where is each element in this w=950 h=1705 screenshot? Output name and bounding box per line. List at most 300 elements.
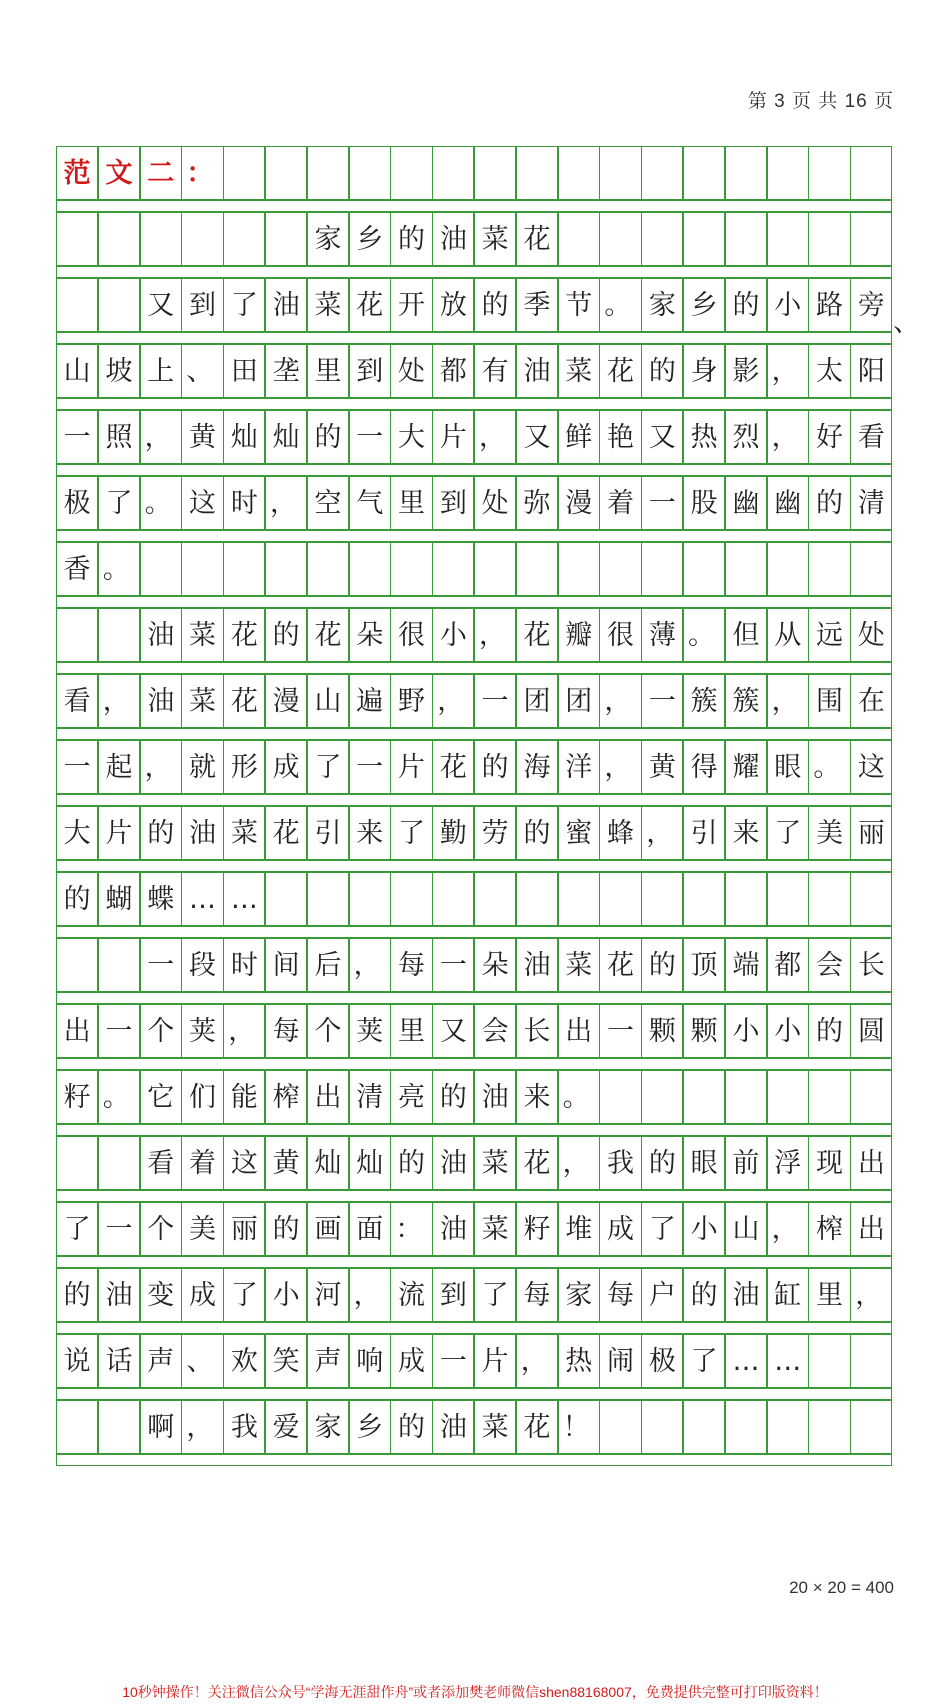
- grid-cell: ，: [140, 410, 182, 464]
- row-spacer: [56, 860, 892, 872]
- grid-cell: 又: [432, 1004, 474, 1058]
- grid-cell: 小: [725, 1004, 767, 1058]
- grid-cell: 这: [850, 740, 892, 794]
- grid-cell: [683, 1070, 725, 1124]
- grid-cell: 片: [98, 806, 140, 860]
- grid-cell: 山: [307, 674, 349, 728]
- grid-cell: 里: [307, 344, 349, 398]
- grid-cell: 的: [683, 1268, 725, 1322]
- grid-cell: 从: [767, 608, 809, 662]
- page-number: 第 3 页 共 16 页: [747, 91, 894, 112]
- grid-row: [56, 542, 892, 608]
- grid-cell: 一: [98, 1004, 140, 1058]
- grid-cell: [265, 212, 307, 266]
- grid-cell: [767, 1400, 809, 1454]
- grid-cell: …: [223, 872, 265, 926]
- grid-cell: ，: [767, 410, 809, 464]
- grid-cell: [516, 872, 558, 926]
- grid-cell: 大: [390, 410, 432, 464]
- grid-row: [56, 1268, 892, 1334]
- grid-row: [56, 806, 892, 872]
- grid-cell: 勤: [432, 806, 474, 860]
- grid-cell: 股: [683, 476, 725, 530]
- grid-row: [56, 938, 892, 1004]
- grid-cell: 声: [140, 1334, 182, 1388]
- grid-cell: 。: [599, 278, 641, 332]
- grid-cell: [140, 212, 182, 266]
- grid-cell: [850, 872, 892, 926]
- grid-cell: 的: [390, 1400, 432, 1454]
- grid-cell: [432, 872, 474, 926]
- grid-cell: [683, 542, 725, 596]
- grid-cell: 菜: [181, 674, 223, 728]
- grid-cell: 花: [516, 1136, 558, 1190]
- grid-cell: [349, 542, 391, 596]
- grid-cell: 一: [599, 1004, 641, 1058]
- grid-cell: [98, 1400, 140, 1454]
- grid-cell: [725, 212, 767, 266]
- grid-cell: [558, 542, 600, 596]
- row-spacer: [56, 1322, 892, 1334]
- grid-cell: 一: [432, 938, 474, 992]
- grid-cell: [850, 1334, 892, 1388]
- grid-cell: 花: [307, 608, 349, 662]
- grid-cell: ，: [767, 1202, 809, 1256]
- grid-cell: [725, 872, 767, 926]
- grid-cell: 籽: [516, 1202, 558, 1256]
- grid-cell: 的: [56, 872, 98, 926]
- grid-cell: [98, 608, 140, 662]
- grid-cell: 每: [516, 1268, 558, 1322]
- grid-cell: 一: [349, 740, 391, 794]
- grid-cell: 的: [641, 1136, 683, 1190]
- grid-cell: [307, 872, 349, 926]
- grid-cell: 看: [850, 410, 892, 464]
- grid-cell: [850, 212, 892, 266]
- grid-cell: 个: [140, 1004, 182, 1058]
- grid-row: [56, 674, 892, 740]
- grid-row: [56, 278, 892, 344]
- grid-cell: ：: [181, 146, 223, 200]
- grid-row: [56, 1136, 892, 1202]
- grid-cell: [641, 872, 683, 926]
- grid-cell: [349, 146, 391, 200]
- grid-cell: [98, 938, 140, 992]
- grid-cell: ，: [516, 1334, 558, 1388]
- grid-cell: 很: [599, 608, 641, 662]
- grid-cell: 蝴: [98, 872, 140, 926]
- grid-cell: [390, 872, 432, 926]
- row-spacer: [56, 398, 892, 410]
- grid-cell: 到: [432, 476, 474, 530]
- grid-cell: 小: [767, 1004, 809, 1058]
- grid-cell: 成: [390, 1334, 432, 1388]
- grid-row: [56, 1400, 892, 1466]
- grid-cell: [474, 146, 516, 200]
- grid-cell: [56, 608, 98, 662]
- row-spacer: [56, 200, 892, 212]
- grid-cell: [808, 1334, 850, 1388]
- grid-cell: 花: [516, 212, 558, 266]
- grid-cell: 美: [808, 806, 850, 860]
- grid-row: [56, 212, 892, 278]
- grid-cell: 烈: [725, 410, 767, 464]
- grid-cell: 都: [767, 938, 809, 992]
- grid-cell: 处: [390, 344, 432, 398]
- grid-cell: [850, 542, 892, 596]
- grid-cell: 圆: [850, 1004, 892, 1058]
- grid-cell: 我: [223, 1400, 265, 1454]
- grid-cell: 美: [181, 1202, 223, 1256]
- composition-grid: [56, 146, 892, 1558]
- grid-cell: 堆: [558, 1202, 600, 1256]
- grid-cell: [683, 146, 725, 200]
- grid-cell: [599, 542, 641, 596]
- grid-cell: 。: [98, 542, 140, 596]
- grid-cell: 好: [808, 410, 850, 464]
- grid-cell: 菜: [558, 344, 600, 398]
- grid-cell: 菜: [558, 938, 600, 992]
- grid-cell: 菜: [223, 806, 265, 860]
- grid-cell: 花: [516, 608, 558, 662]
- grid-cell: 香: [56, 542, 98, 596]
- grid-cell: [432, 146, 474, 200]
- grid-row: [56, 344, 892, 410]
- grid-cell: [265, 146, 307, 200]
- grid-cell: 油: [474, 1070, 516, 1124]
- grid-cell: 河: [307, 1268, 349, 1322]
- grid-cell: 说: [56, 1334, 98, 1388]
- grid-cell: 太: [808, 344, 850, 398]
- grid-cell: ，: [558, 1136, 600, 1190]
- grid-cell: 乡: [349, 1400, 391, 1454]
- row-spacer: [56, 596, 892, 608]
- grid-cell: 黄: [641, 740, 683, 794]
- grid-cell: ，: [474, 410, 516, 464]
- grid-cell: 荚: [181, 1004, 223, 1058]
- grid-cell: [641, 542, 683, 596]
- grid-cell: [850, 1400, 892, 1454]
- grid-cell: [140, 542, 182, 596]
- grid-cell: 一: [349, 410, 391, 464]
- grid-cell: 垄: [265, 344, 307, 398]
- grid-row: [56, 872, 892, 938]
- grid-cell: 段: [181, 938, 223, 992]
- grid-cell: 花: [349, 278, 391, 332]
- grid-cell: 在: [850, 674, 892, 728]
- grid-cell: 漫: [558, 476, 600, 530]
- grid-cell: [725, 542, 767, 596]
- grid-cell: 簇: [725, 674, 767, 728]
- grid-cell: [767, 146, 809, 200]
- grid-cell: 开: [390, 278, 432, 332]
- grid-cell: 的: [808, 1004, 850, 1058]
- grid-cell: 出: [56, 1004, 98, 1058]
- grid-cell: [808, 1070, 850, 1124]
- grid-cell: [850, 1070, 892, 1124]
- grid-cell: [56, 1136, 98, 1190]
- grid-cell: [516, 542, 558, 596]
- grid-cell: 影: [725, 344, 767, 398]
- grid-row: [56, 1334, 892, 1400]
- grid-cell: 瓣: [558, 608, 600, 662]
- grid-cell: 处: [850, 608, 892, 662]
- grid-cell: 出: [307, 1070, 349, 1124]
- grid-cell: [641, 146, 683, 200]
- grid-cell: 一: [140, 938, 182, 992]
- grid-cell: 团: [558, 674, 600, 728]
- grid-cell: 了: [474, 1268, 516, 1322]
- grid-cell: 的: [56, 1268, 98, 1322]
- grid-cell: 围: [808, 674, 850, 728]
- grid-cell: 艳: [599, 410, 641, 464]
- grid-cell: 菜: [474, 1136, 516, 1190]
- grid-cell: 现: [808, 1136, 850, 1190]
- grid-cell: [56, 1400, 98, 1454]
- grid-cell: 浮: [767, 1136, 809, 1190]
- grid-cell: 引: [683, 806, 725, 860]
- grid-cell: 蜜: [558, 806, 600, 860]
- grid-cell: ，: [223, 1004, 265, 1058]
- row-spacer: [56, 530, 892, 542]
- grid-cell: 它: [140, 1070, 182, 1124]
- grid-cell: [390, 542, 432, 596]
- grid-cell: 、: [181, 344, 223, 398]
- grid-cell: 海: [516, 740, 558, 794]
- grid-cell: 这: [223, 1136, 265, 1190]
- row-spacer: [56, 992, 892, 1004]
- grid-cell: 爱: [265, 1400, 307, 1454]
- grid-cell: [516, 146, 558, 200]
- grid-row: [56, 740, 892, 806]
- grid-cell: 画: [307, 1202, 349, 1256]
- grid-cell: [808, 1400, 850, 1454]
- grid-cell: 出: [850, 1202, 892, 1256]
- grid-cell: 花: [432, 740, 474, 794]
- grid-cell: 。: [98, 1070, 140, 1124]
- grid-cell: 看: [140, 1136, 182, 1190]
- grid-cell: 大: [56, 806, 98, 860]
- row-spacer: [56, 794, 892, 806]
- grid-cell: 山: [725, 1202, 767, 1256]
- grid-cell: 后: [307, 938, 349, 992]
- grid-cell: 朵: [349, 608, 391, 662]
- grid-cell: [683, 212, 725, 266]
- grid-cell: 了: [683, 1334, 725, 1388]
- grid-cell: 朵: [474, 938, 516, 992]
- grid-cell: [599, 146, 641, 200]
- grid-cell: ，: [599, 740, 641, 794]
- grid-cell: 每: [390, 938, 432, 992]
- grid-cell: 油: [432, 1136, 474, 1190]
- grid-cell: [683, 1400, 725, 1454]
- grid-cell: 流: [390, 1268, 432, 1322]
- grid-cell: 来: [349, 806, 391, 860]
- grid-cell: 弥: [516, 476, 558, 530]
- grid-cell: ，: [181, 1400, 223, 1454]
- grid-cell: [223, 146, 265, 200]
- grid-cell: 菜: [181, 608, 223, 662]
- grid-cell: [808, 872, 850, 926]
- grid-cell: 到: [181, 278, 223, 332]
- grid-cell: 薄: [641, 608, 683, 662]
- grid-cell: 。: [808, 740, 850, 794]
- grid-cell: [599, 212, 641, 266]
- grid-cell: 极: [56, 476, 98, 530]
- grid-cell: 长: [516, 1004, 558, 1058]
- grid-cell: …: [767, 1334, 809, 1388]
- grid-cell: 会: [474, 1004, 516, 1058]
- row-spacer: [56, 266, 892, 278]
- grid-cell: 家: [307, 212, 349, 266]
- grid-cell: [265, 542, 307, 596]
- row-spacer: [56, 1190, 892, 1202]
- grid-row: [56, 410, 892, 476]
- grid-cell: 声: [307, 1334, 349, 1388]
- grid-cell: 着: [181, 1136, 223, 1190]
- grid-cell: 蝶: [140, 872, 182, 926]
- grid-cell: 花: [516, 1400, 558, 1454]
- grid-cell: 缸: [767, 1268, 809, 1322]
- grid-cell: 就: [181, 740, 223, 794]
- grid-cell: 响: [349, 1334, 391, 1388]
- grid-cell: 的: [474, 278, 516, 332]
- grid-cell: [432, 542, 474, 596]
- grid-cell: [98, 212, 140, 266]
- grid-cell: 清: [349, 1070, 391, 1124]
- grid-cell: 家: [558, 1268, 600, 1322]
- grid-cell: 热: [683, 410, 725, 464]
- grid-cell: [223, 542, 265, 596]
- grid-cell: 文: [98, 146, 140, 200]
- grid-cell: 油: [516, 344, 558, 398]
- grid-cell: [641, 1400, 683, 1454]
- footer-note: 10秒钟操作！关注微信公众号“学海无涯甜作舟”或者添加樊老师微信shen88168007，免费提供完整可打印版资料！: [122, 1684, 828, 1700]
- grid-cell: [98, 278, 140, 332]
- grid-cell: [390, 146, 432, 200]
- grid-cell: 花: [223, 608, 265, 662]
- grid-cell: 的: [265, 1202, 307, 1256]
- grid-cell: 热: [558, 1334, 600, 1388]
- grid-cell: 个: [140, 1202, 182, 1256]
- grid-cell: 路: [808, 278, 850, 332]
- grid-cell: 油: [432, 1202, 474, 1256]
- grid-cell: 的: [307, 410, 349, 464]
- grid-cell: ，: [850, 1268, 892, 1322]
- grid-cell: 灿: [307, 1136, 349, 1190]
- grid-cell: [265, 872, 307, 926]
- grid-cell: 耀: [725, 740, 767, 794]
- grid-cell: [181, 212, 223, 266]
- row-spacer: [56, 926, 892, 938]
- row-spacer: [56, 728, 892, 740]
- grid-cell: 乡: [349, 212, 391, 266]
- grid-cell: [767, 872, 809, 926]
- grid-cell: 放: [432, 278, 474, 332]
- grid-cell: 处: [474, 476, 516, 530]
- grid-cell: 荚: [349, 1004, 391, 1058]
- grid-cell: 丽: [850, 806, 892, 860]
- grid-cell: 来: [516, 1070, 558, 1124]
- grid-cell: 的: [808, 476, 850, 530]
- grid-cell: 眼: [683, 1136, 725, 1190]
- grid-cell: 清: [850, 476, 892, 530]
- grid-cell: 小: [767, 278, 809, 332]
- grid-cell: 端: [725, 938, 767, 992]
- grid-cell: [474, 872, 516, 926]
- grid-cell: [808, 212, 850, 266]
- grid-cell: 一: [98, 1202, 140, 1256]
- grid-cell: [641, 1070, 683, 1124]
- grid-cell: 。: [558, 1070, 600, 1124]
- grid-cell: [599, 1400, 641, 1454]
- row-spacer: [56, 1454, 892, 1466]
- grid-cell: 了: [56, 1202, 98, 1256]
- grid-cell: 了: [307, 740, 349, 794]
- grid-cell: [558, 146, 600, 200]
- grid-cell: 菜: [474, 1400, 516, 1454]
- grid-cell: [725, 1070, 767, 1124]
- grid-cell: 了: [223, 1268, 265, 1322]
- grid-cell: 的: [265, 608, 307, 662]
- row-spacer: [56, 464, 892, 476]
- grid-cell: 灿: [265, 410, 307, 464]
- grid-cell: 一: [56, 740, 98, 794]
- grid-cell: [641, 212, 683, 266]
- grid-cell: 颗: [641, 1004, 683, 1058]
- grid-cell: …: [725, 1334, 767, 1388]
- grid-cell: ：: [390, 1202, 432, 1256]
- grid-cell: 灿: [349, 1136, 391, 1190]
- grid-cell: 间: [265, 938, 307, 992]
- grid-cell: [56, 212, 98, 266]
- grid-cell: [850, 146, 892, 200]
- grid-cell: 油: [98, 1268, 140, 1322]
- grid-cell: ，: [265, 476, 307, 530]
- grid-cell: 的: [641, 344, 683, 398]
- grid-cell: [558, 872, 600, 926]
- grid-cell: 榨: [808, 1202, 850, 1256]
- grid-cell: 一: [641, 674, 683, 728]
- grid-cell: [349, 872, 391, 926]
- grid-cell: 范: [56, 146, 98, 200]
- grid-cell: [474, 542, 516, 596]
- grid-cell: 啊: [140, 1400, 182, 1454]
- grid-cell: 。: [683, 608, 725, 662]
- grid-cell: 每: [599, 1268, 641, 1322]
- grid-cell: 我: [599, 1136, 641, 1190]
- grid-cell: 们: [181, 1070, 223, 1124]
- grid-cell: 这: [181, 476, 223, 530]
- grid-cell: [725, 146, 767, 200]
- grid-cell: 坡: [98, 344, 140, 398]
- grid-cell: 花: [223, 674, 265, 728]
- grid-cell: 遍: [349, 674, 391, 728]
- grid-cell: 的: [516, 806, 558, 860]
- grid-cell: 油: [181, 806, 223, 860]
- grid-cell: ，: [349, 938, 391, 992]
- grid-cell: 很: [390, 608, 432, 662]
- grid-cell: 成: [265, 740, 307, 794]
- grid-cell: 成: [599, 1202, 641, 1256]
- grid-cell: 片: [390, 740, 432, 794]
- grid-cell: 山: [56, 344, 98, 398]
- grid-cell: 一: [56, 410, 98, 464]
- grid-cell: 了: [223, 278, 265, 332]
- grid-cell: 引: [307, 806, 349, 860]
- grid-cell: 油: [140, 674, 182, 728]
- grid-cell: 。: [140, 476, 182, 530]
